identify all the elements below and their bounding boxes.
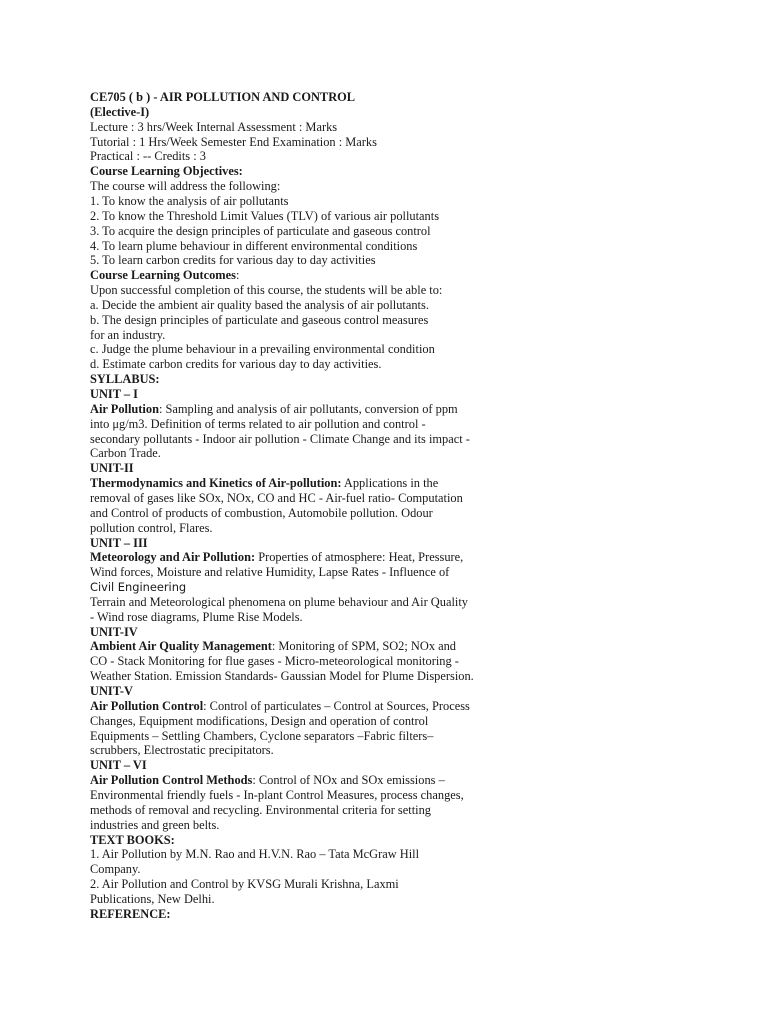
- text-line: [90, 714, 428, 729]
- bold-text: UNIT – I: [90, 387, 138, 401]
- text-line: [90, 283, 442, 298]
- text-line: [90, 743, 274, 758]
- text-run: Company.: [90, 862, 141, 877]
- text-line: [90, 565, 449, 580]
- text-line: [90, 610, 303, 625]
- text-line: [90, 432, 470, 447]
- bold-text: Ambient Air Quality Management: [90, 639, 272, 654]
- text-line: [90, 788, 464, 803]
- text-run: into μg/m3. Definition of terms related to air pollution and control -: [90, 416, 426, 431]
- text-run: a. Decide the ambient air quality based the analysis of air pollutants.: [90, 297, 429, 312]
- text-line: [90, 268, 239, 283]
- text-run: Lecture : 3 hrs/Week Internal Assessment : Marks: [90, 119, 338, 134]
- text-line: [90, 313, 428, 328]
- text-line: [90, 521, 213, 536]
- text-line: [90, 446, 161, 461]
- text-run: pollution control, Flares.: [90, 520, 213, 535]
- text-line: [90, 194, 289, 209]
- text-line: [90, 461, 134, 476]
- text-line: [90, 164, 243, 179]
- text-line: [90, 491, 463, 506]
- text-line: [90, 862, 140, 877]
- text-run: methods of removal and recycling. Environmental criteria for setting: [90, 802, 431, 817]
- text-run: Properties of atmosphere: Heat, Pressure,: [255, 550, 464, 565]
- bold-text: Air Pollution Control Methods: [90, 773, 253, 788]
- text-run: Equipments – Settling Chambers, Cyclone separators –Fabric filters–: [90, 728, 434, 743]
- text-run: Upon successful completion of this course, the students will be able to:: [90, 283, 443, 298]
- bold-text: UNIT-V: [90, 684, 133, 698]
- text-run: 5. To learn carbon credits for various day to day activities: [90, 253, 376, 268]
- bold-text: UNIT – III: [90, 535, 148, 550]
- text-line: [90, 209, 439, 224]
- bold-text: TEXT BOOKS:: [90, 832, 175, 847]
- text-run: Changes, Equipment modifications, Design and operation of control: [90, 713, 429, 728]
- text-run: 2. To know the Threshold Limit Values (TLV) of various air pollutants: [90, 208, 440, 223]
- text-line: [90, 684, 133, 699]
- text-run: 1. Air Pollution by M.N. Rao and H.V.N. Rao – Tata McGraw Hill: [90, 847, 420, 862]
- text-line: [90, 654, 459, 669]
- bold-text: UNIT – VI: [90, 758, 147, 773]
- text-line: [90, 90, 355, 105]
- text-line: [90, 476, 438, 491]
- text-run: 1. To know the analysis of air pollutants: [90, 193, 289, 208]
- text-line: [90, 135, 377, 150]
- text-run: 2. Air Pollution and Control by KVSG Murali Krishna, Laxmi: [90, 877, 399, 892]
- text-run: secondary pollutants - Indoor air pollution - Climate Change and its impact -: [90, 431, 470, 446]
- text-line: [90, 818, 219, 833]
- text-line: [90, 105, 149, 120]
- bold-text: UNIT-IV: [90, 624, 138, 639]
- text-line: [90, 402, 458, 417]
- text-line: [90, 149, 206, 164]
- text-line: [90, 328, 165, 343]
- text-line: [90, 669, 474, 684]
- text-run: b. The design principles of particulate and gaseous control measures: [90, 312, 429, 327]
- text-line: [90, 877, 399, 892]
- text-line: [90, 239, 417, 254]
- bold-text: Course Learning Objectives:: [90, 164, 243, 179]
- text-run: scrubbers, Electrostatic precipitators.: [90, 743, 274, 758]
- text-run: Practical : -- Credits : 3: [90, 149, 206, 164]
- text-line: [90, 550, 463, 565]
- text-run: Environmental friendly fuels - In-plant Control Measures, process changes,: [90, 787, 464, 802]
- bold-text: UNIT-II: [90, 461, 134, 476]
- text-run: c. Judge the plume behaviour in a prevailing environmental condition: [90, 342, 435, 357]
- text-run: CO - Stack Monitoring for flue gases - Micro-meteorological monitoring -: [90, 654, 459, 669]
- text-run: and Control of products of combustion, Automobile pollution. Odour: [90, 505, 433, 520]
- text-run: Carbon Trade.: [90, 446, 161, 461]
- text-run: 3. To acquire the design principles of particulate and gaseous control: [90, 223, 431, 238]
- text-line: [90, 357, 381, 372]
- text-line: [90, 179, 280, 194]
- text-run: Terrain and Meteorological phenomena on plume behaviour and Air Quality: [90, 594, 468, 609]
- text-run: : Sampling and analysis of air pollutants, conversion of ppm: [158, 401, 458, 416]
- text-line: [90, 120, 337, 135]
- text-run: : Control of particulates – Control at Sources, Process: [203, 698, 470, 713]
- text-line: [90, 224, 431, 239]
- text-run: The course will address the following:: [90, 179, 281, 194]
- bold-text: Thermodynamics and Kinetics of Air-pollution:: [90, 476, 342, 491]
- text-run: :: [235, 268, 240, 283]
- text-line: [90, 298, 429, 313]
- text-line: [90, 699, 470, 714]
- text-line: [90, 729, 433, 744]
- bold-text: SYLLABUS:: [90, 372, 160, 387]
- text-line: [90, 580, 186, 595]
- text-run: industries and green belts.: [90, 817, 220, 832]
- text-line: [90, 639, 456, 654]
- text-run: Applications in the: [341, 476, 439, 491]
- text-line: [90, 536, 148, 551]
- bold-text: Meteorology and Air Pollution:: [90, 550, 256, 565]
- text-line: [90, 833, 175, 848]
- text-line: [90, 387, 138, 402]
- text-run: d. Estimate carbon credits for various day to day activities.: [90, 357, 382, 372]
- bold-text: CE705 ( b ) - AIR POLLUTION AND CONTROL: [90, 90, 356, 104]
- text-line: [90, 758, 147, 773]
- text-line: [90, 907, 171, 922]
- text-line: [90, 417, 426, 432]
- text-run: Weather Station. Emission Standards- Gaussian Model for Plume Dispersion.: [90, 669, 474, 684]
- text-run: 4. To learn plume behaviour in different environmental conditions: [90, 238, 418, 253]
- text-line: [90, 803, 431, 818]
- text-run: Publications, New Delhi.: [90, 891, 215, 906]
- bold-text: REFERENCE:: [90, 906, 171, 921]
- text-line: [90, 506, 433, 521]
- text-line: [90, 773, 445, 788]
- text-line: [90, 847, 419, 862]
- bold-text: Air Pollution Control: [90, 698, 204, 713]
- bold-text: Air Pollution: [90, 401, 159, 416]
- text-run: - Wind rose diagrams, Plume Rise Models.: [90, 609, 303, 624]
- text-line: [90, 342, 435, 357]
- text-run: Wind forces, Moisture and relative Humidity, Lapse Rates - Influence of: [90, 565, 450, 580]
- text-line: [90, 625, 138, 640]
- text-run: Tutorial : 1 Hrs/Week Semester End Examination : Marks: [90, 134, 377, 149]
- text-line: [90, 253, 376, 268]
- text-line: [90, 595, 468, 610]
- bold-text: (Elective-I): [90, 104, 150, 119]
- text-run: for an industry.: [90, 327, 166, 342]
- text-run: : Monitoring of SPM, SO2; NOx and: [271, 639, 456, 654]
- text-run: Civil Engineering: [90, 580, 187, 595]
- text-line: [90, 892, 215, 907]
- bold-text: Course Learning Outcomes: [90, 268, 236, 283]
- text-run: removal of gases like SOx, NOx, CO and HC - Air-fuel ratio- Computation: [90, 490, 463, 505]
- text-line: [90, 372, 160, 387]
- text-run: : Control of NOx and SOx emissions –: [252, 773, 445, 788]
